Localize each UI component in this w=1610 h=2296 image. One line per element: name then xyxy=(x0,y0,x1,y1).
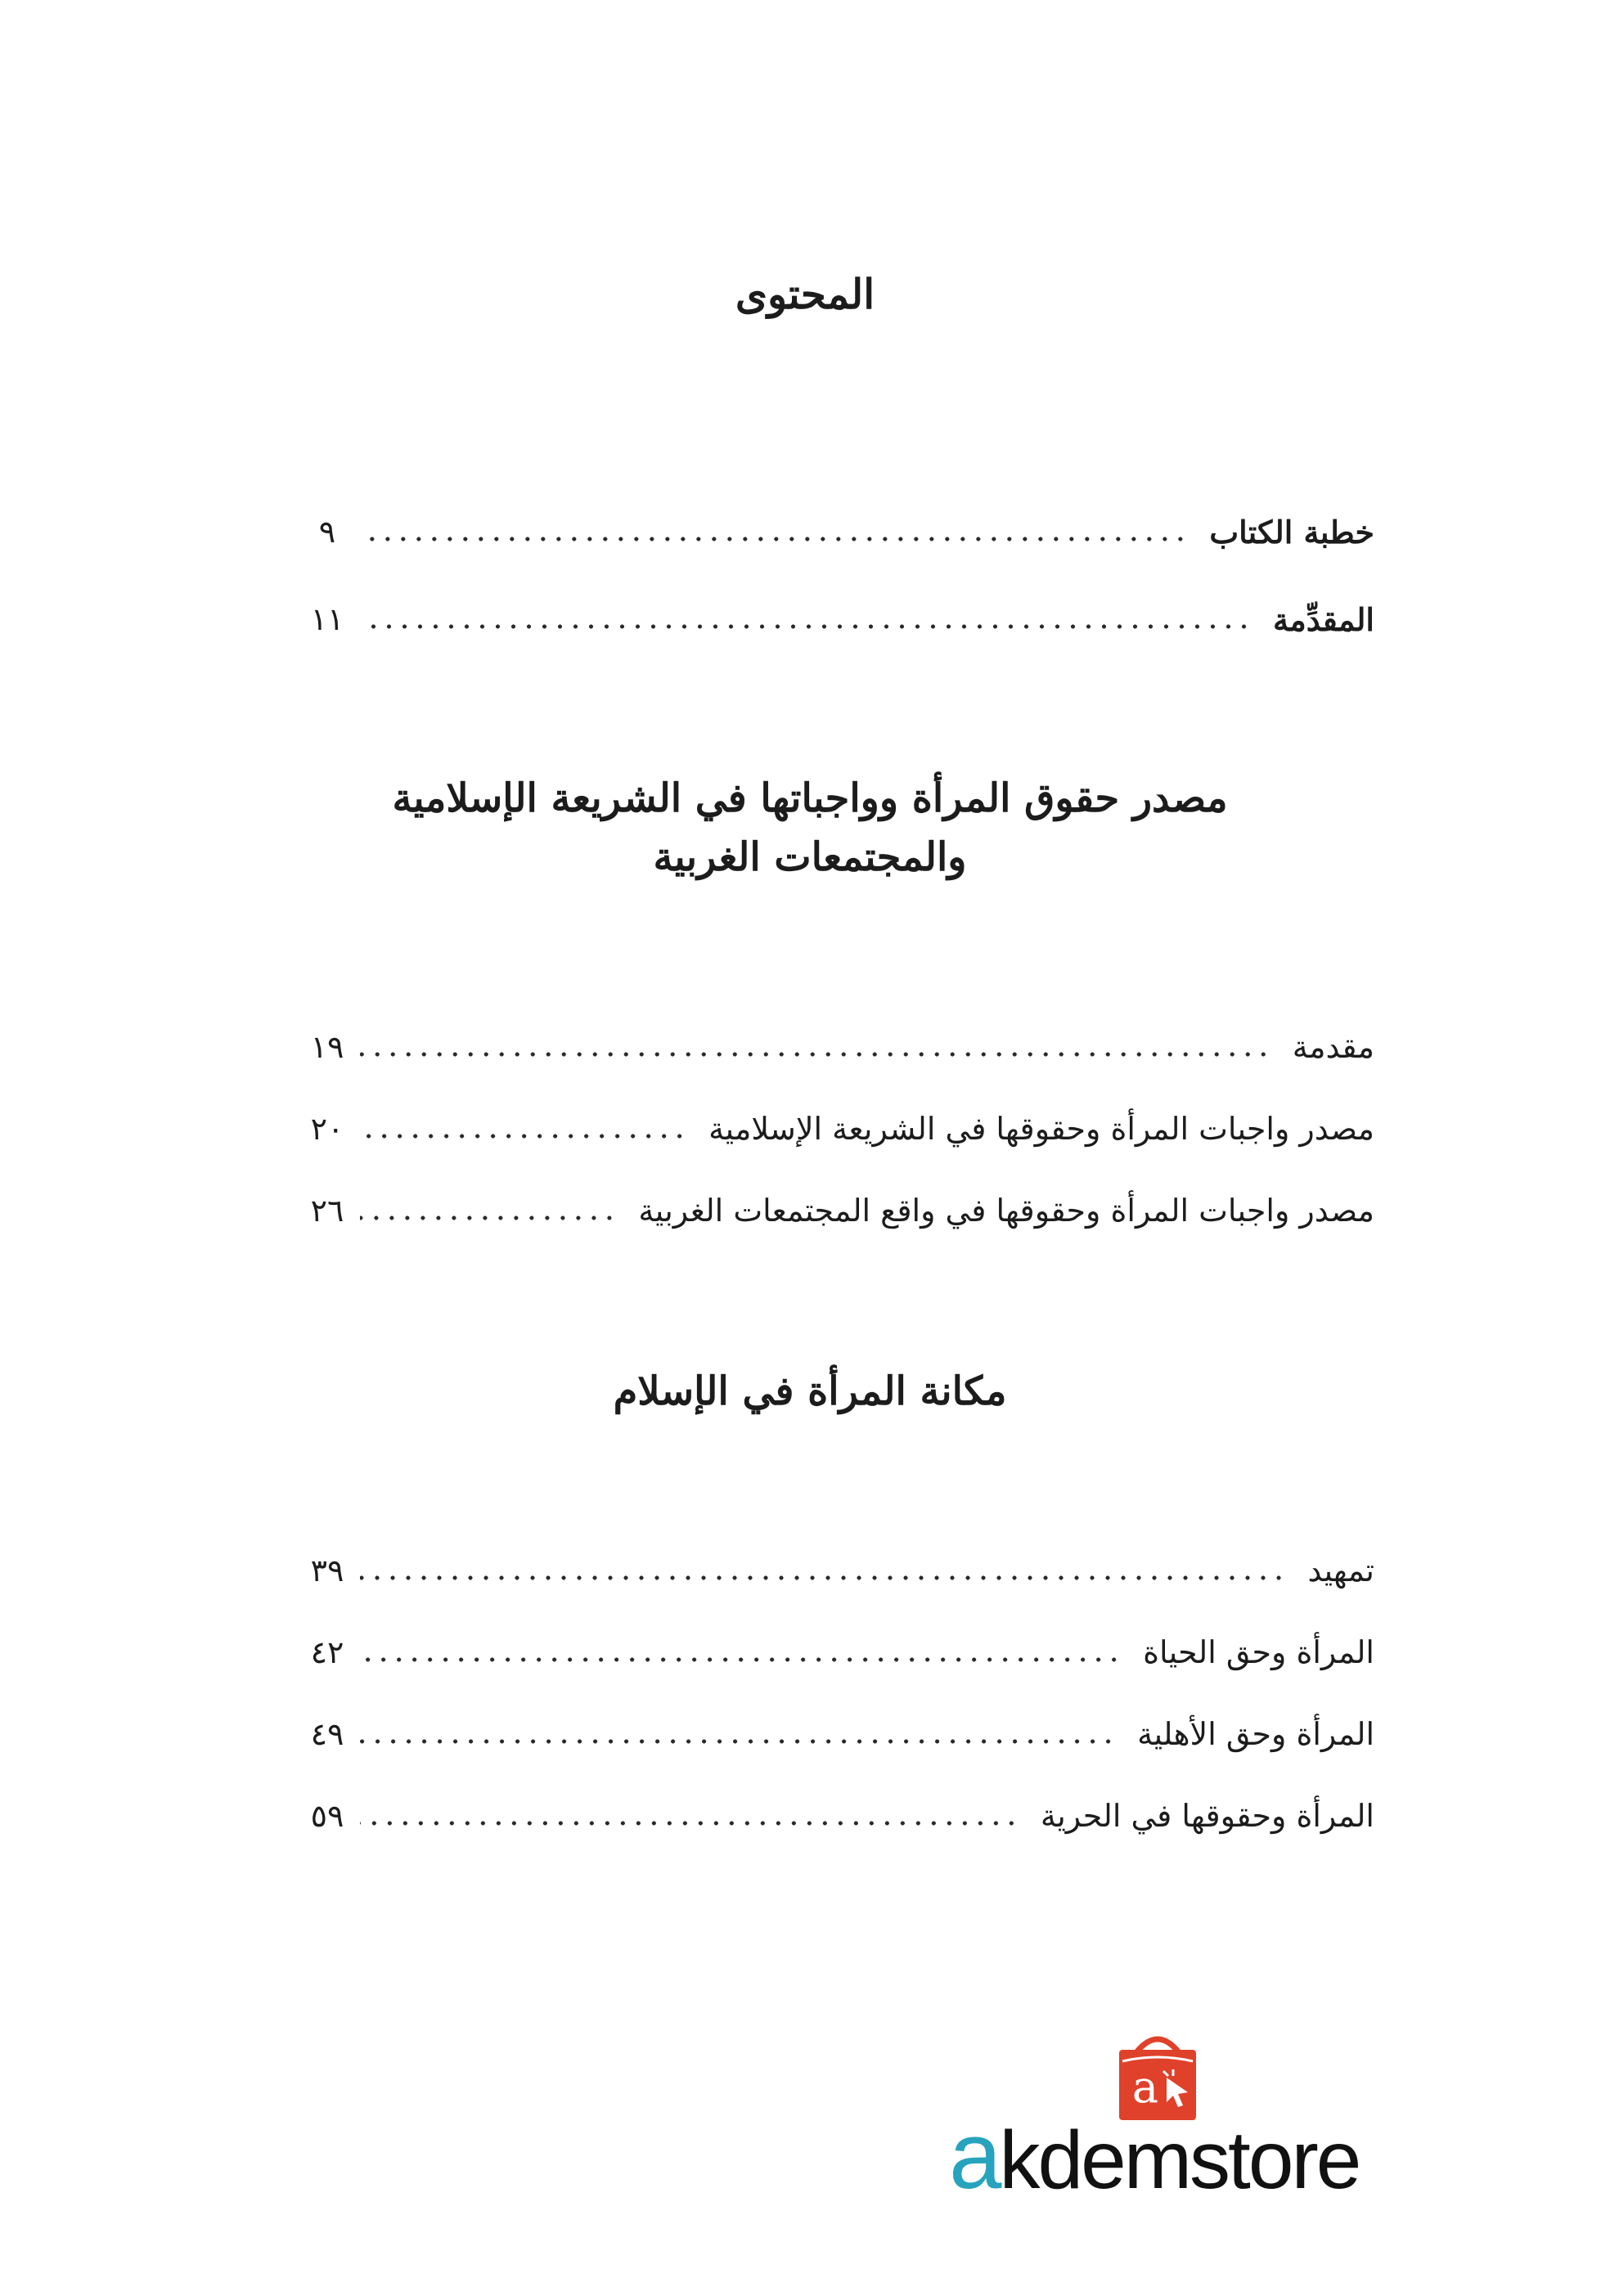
toc-entry-label: مصدر واجبات المرأة وحقوقها في واقع المجتمعات الغربية xyxy=(638,1193,1374,1229)
toc-dot-leader xyxy=(360,537,1188,541)
toc-entry[interactable] xyxy=(245,1705,1374,1763)
toc-entry-label: المرأة وحق الحياة xyxy=(1143,1634,1374,1670)
toc-page-number: ٢٠ xyxy=(310,1111,344,1147)
section-heading-line: مكانة المرأة في الإسلام xyxy=(613,1368,1007,1414)
toc-entry-label: مقدمة xyxy=(1292,1029,1374,1065)
toc-page-number: ٥٩ xyxy=(310,1798,344,1834)
toc-dot-leader xyxy=(360,1821,1019,1826)
logo-wordmark: kdemstore xyxy=(999,2114,1360,2206)
toc-entry-label: المرأة وحق الأهلية xyxy=(1137,1716,1374,1752)
store-logo xyxy=(949,2102,1391,2208)
toc-entry-label: تمهيد xyxy=(1307,1552,1374,1588)
toc-page-number: ١١ xyxy=(310,601,344,637)
toc-dot-leader xyxy=(360,1215,617,1220)
toc-entry[interactable] xyxy=(245,1100,1374,1157)
toc-entry[interactable] xyxy=(245,1018,1374,1076)
toc-page-number: ١٩ xyxy=(310,1029,344,1065)
toc-page-number: ٣٩ xyxy=(310,1552,344,1588)
toc-entry[interactable] xyxy=(245,1787,1374,1844)
toc-page-number: ٤٩ xyxy=(310,1716,344,1752)
toc-dot-leader xyxy=(360,624,1252,629)
section-heading-line: والمجتمعات الغربية xyxy=(653,834,967,880)
page-title: المحتوى xyxy=(735,270,875,318)
toc-entry[interactable] xyxy=(245,1182,1374,1239)
toc-dot-leader xyxy=(360,1052,1271,1057)
logo-icon-letter: a xyxy=(1131,2061,1159,2113)
section-heading xyxy=(245,769,1374,887)
toc-entry-label: المرأة وحقوقها في الحرية xyxy=(1040,1798,1374,1834)
toc-entry-label: مصدر واجبات المرأة وحقوقها في الشريعة الإسلامية xyxy=(708,1111,1374,1147)
toc-dot-leader xyxy=(360,1657,1122,1662)
toc-dot-leader xyxy=(360,1134,687,1139)
toc-page-number: ٤٢ xyxy=(310,1634,344,1670)
toc-entry[interactable] xyxy=(245,503,1374,560)
section-heading xyxy=(245,1362,1374,1421)
section-heading-line: مصدر حقوق المرأة وواجباتها في الشريعة الإسلامية xyxy=(392,775,1228,821)
toc-page-number: ٢٦ xyxy=(310,1193,344,1229)
toc-page-number: ٩ xyxy=(318,514,336,550)
toc-entry-label: المقدِّمة xyxy=(1272,600,1374,638)
toc-entry[interactable] xyxy=(245,591,1374,648)
logo-accent-letter: a xyxy=(949,2102,1000,2208)
toc-entry[interactable] xyxy=(245,1624,1374,1681)
toc-entry-label: خطبة الكتاب xyxy=(1209,513,1374,550)
toc-dot-leader xyxy=(360,1739,1116,1744)
toc-dot-leader xyxy=(360,1575,1287,1580)
toc-entry[interactable] xyxy=(245,1542,1374,1599)
